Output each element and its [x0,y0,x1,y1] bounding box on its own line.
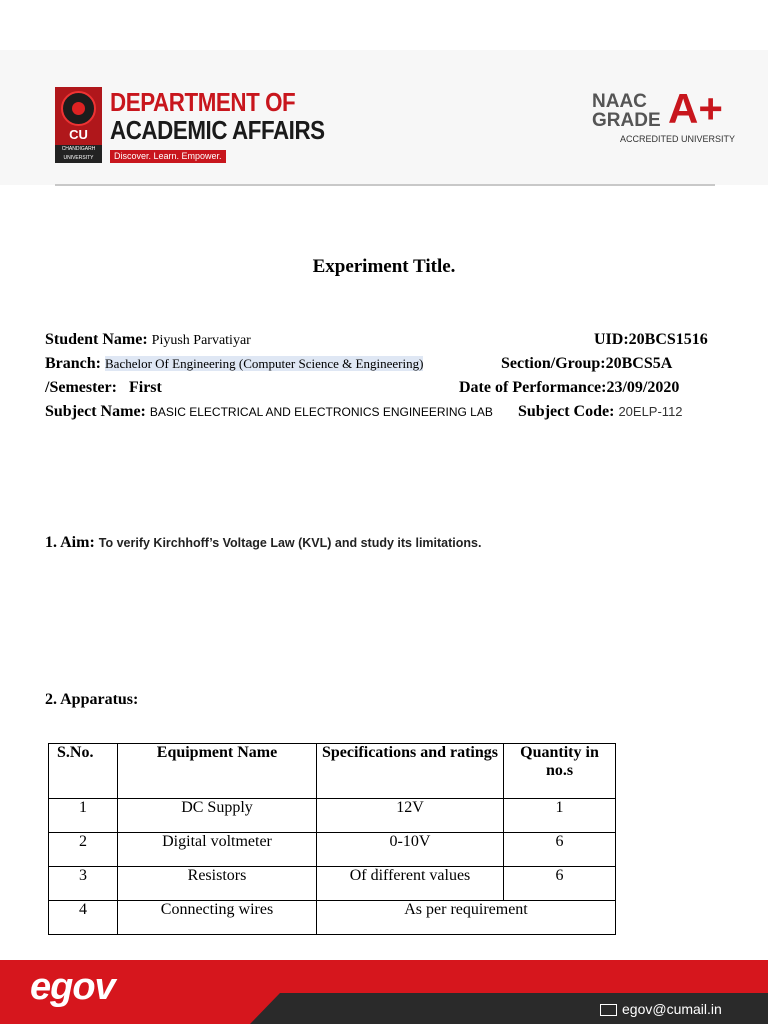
aim-text: To verify Kirchhoff’s Voltage Law (KVL) and study its limitations. [98,536,482,550]
mail-icon [600,1004,617,1016]
emblem-icon [61,91,96,126]
egov-logo: egov [30,966,115,1008]
naac-line-1: NAAC [592,91,647,112]
accredited-label: ACCREDITED UNIVERSITY [620,134,736,144]
cell-name: Resistors [118,867,317,901]
university-logo [55,87,102,163]
table-row [49,799,616,833]
apparatus-heading: 2. Apparatus: [45,691,139,708]
subject-name-row [45,403,493,421]
subject-code-label: Subject Code: [518,403,615,420]
experiment-title: Experiment Title. [312,256,456,277]
table-header-sno: S.No. [49,744,118,799]
logo-text: CU [69,127,88,142]
table-row [49,901,616,935]
table-row [49,833,616,867]
cell-name: Connecting wires [118,901,317,935]
table-header-name: Equipment Name [118,744,317,799]
cell-sno: 2 [49,833,118,867]
subject-name-label: Subject Name: [45,403,146,420]
semester-label: /Semester: [45,379,117,396]
cell-sno: 4 [49,901,118,935]
branch-label: Branch: [45,355,101,372]
naac-grade: A+ [668,85,723,132]
table-row [49,867,616,901]
naac-badge [592,92,661,130]
subject-code-row [518,403,683,421]
cell-name: DC Supply [118,799,317,833]
apparatus-table [48,743,616,935]
cell-spec: 0-10V [317,833,504,867]
cell-sno: 3 [49,867,118,901]
cell-name: Digital voltmeter [118,833,317,867]
uid: UID:20BCS1516 [594,331,708,348]
aim-row [45,534,481,552]
naac-line-2: GRADE [592,110,661,131]
table-header-qty: Quantity in no.s [504,744,616,799]
footer-email[interactable] [600,1001,722,1017]
cell-spec: Of different values [317,867,504,901]
department-line-1: DEPARTMENT OF [110,87,296,117]
department-line-2: ACADEMIC AFFAIRS [110,115,325,145]
tagline: Discover. Learn. Empower. [110,150,226,163]
semester-value: First [128,379,162,396]
cell-spec: 12V [317,799,504,833]
table-header-spec: Specifications and ratings [317,744,504,799]
footer-email-text: egov@cumail.in [622,1001,722,1017]
date-of-performance: Date of Performance:23/09/2020 [459,379,680,396]
cell-qty: 6 [504,833,616,867]
branch-row [45,355,423,373]
aim-label: 1. Aim: [45,534,95,551]
section-group: Section/Group:20BCS5A [501,355,673,372]
semester-row [45,379,162,397]
branch-value: Bachelor Of Engineering (Computer Science & Engineering) [105,356,424,371]
header-divider [55,184,715,186]
department-title [110,88,325,144]
cell-spec-merged: As per requirement [317,901,616,935]
student-name-value: Piyush Parvatiyar [151,333,251,348]
table-header-row [49,744,616,799]
logo-subtext: CHANDIGARH UNIVERSITY [55,145,102,163]
student-name-label: Student Name: [45,331,148,348]
student-name-row [45,331,251,349]
cell-qty: 6 [504,867,616,901]
cell-sno: 1 [49,799,118,833]
subject-code-value: 20ELP-112 [618,404,683,419]
cell-qty: 1 [504,799,616,833]
subject-name-value: BASIC ELECTRICAL AND ELECTRONICS ENGINEERING LAB [149,405,493,419]
